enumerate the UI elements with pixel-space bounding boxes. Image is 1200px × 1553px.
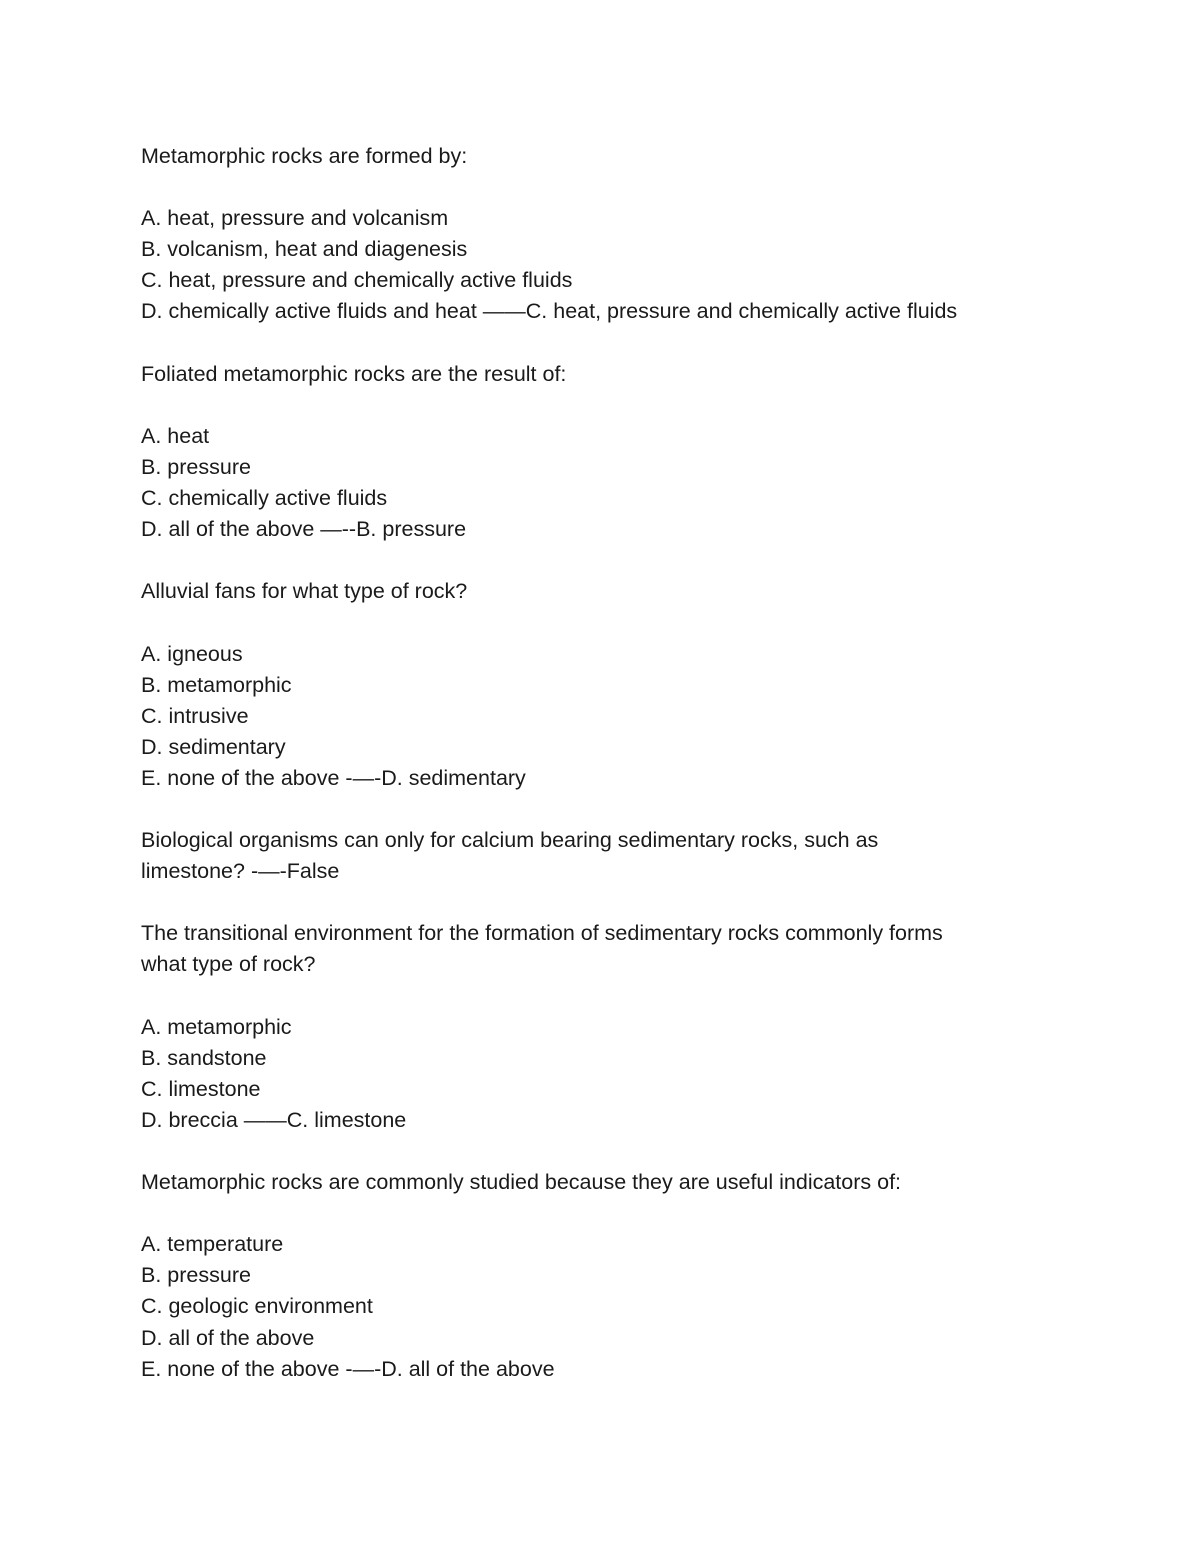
question-6-option-e-answer: E. none of the above -—-D. all of the above — [141, 1356, 555, 1381]
question-5-option-b: B. sandstone — [141, 1045, 267, 1070]
question-1-option-d-answer: D. chemically active fluids and heat ——C. heat, pressure and chemically active fluids — [141, 299, 958, 324]
question-1 — [141, 141, 1041, 328]
question-5-text-line-2: what type of rock? — [141, 952, 316, 977]
question-2-option-c: C. chemically active fluids — [141, 486, 388, 511]
question-4-text-line-2-answer: limestone? -—-False — [141, 859, 340, 884]
question-5-text-line-1: The transitional environment for the formation of sedimentary rocks commonly forms — [141, 921, 943, 946]
question-5-option-a: A. metamorphic — [141, 1014, 292, 1039]
question-5-option-d-answer: D. breccia ——C. limestone — [141, 1107, 407, 1132]
question-3-option-c: C. intrusive — [141, 703, 249, 728]
question-6-option-a: A. temperature — [141, 1232, 284, 1257]
document-page — [141, 141, 1041, 1385]
question-6-option-b: B. pressure — [141, 1263, 251, 1288]
question-2 — [141, 359, 1041, 546]
question-1-option-c: C. heat, pressure and chemically active fluids — [141, 268, 573, 293]
question-4-text-line-1: Biological organisms can only for calcium bearing sedimentary rocks, such as — [141, 828, 879, 853]
question-3-text: Alluvial fans for what type of rock? — [141, 579, 468, 604]
question-2-option-a: A. heat — [141, 423, 210, 448]
question-6 — [141, 1167, 1041, 1385]
question-1-option-b: B. volcanism, heat and diagenesis — [141, 237, 468, 262]
question-5-option-c: C. limestone — [141, 1076, 261, 1101]
question-6-text: Metamorphic rocks are commonly studied because they are useful indicators of: — [141, 1170, 902, 1195]
question-1-text: Metamorphic rocks are formed by: — [141, 144, 468, 168]
question-3-option-e-answer: E. none of the above -—-D. sedimentary — [141, 765, 526, 790]
question-3-option-b: B. metamorphic — [141, 672, 292, 697]
question-3-option-a: A. igneous — [141, 641, 243, 666]
question-2-option-d-answer: D. all of the above —--B. pressure — [141, 517, 467, 542]
question-2-option-b: B. pressure — [141, 454, 251, 479]
question-6-option-d: D. all of the above — [141, 1325, 315, 1350]
question-3 — [141, 576, 1041, 794]
question-4 — [141, 825, 1041, 887]
question-6-option-c: C. geologic environment — [141, 1294, 373, 1319]
question-2-text: Foliated metamorphic rocks are the result of: — [141, 361, 567, 386]
question-1-option-a: A. heat, pressure and volcanism — [141, 206, 449, 231]
question-3-option-d: D. sedimentary — [141, 734, 286, 759]
question-5 — [141, 918, 1041, 1136]
